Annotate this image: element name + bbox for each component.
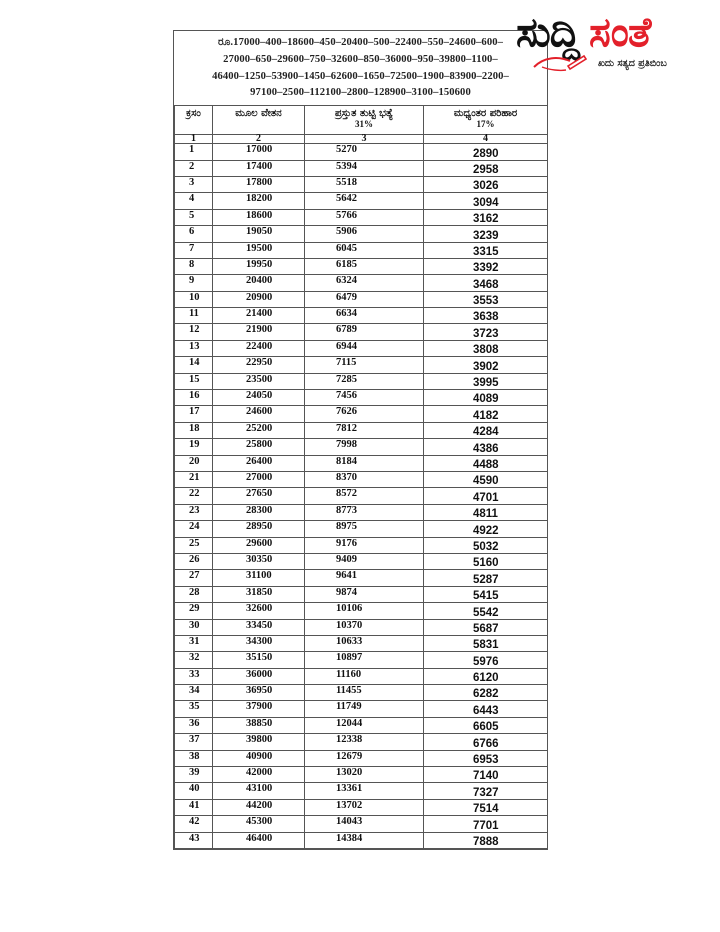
current-da-cell: 6045 [305,242,424,258]
header-interim-relief-label: ಮಧ್ಯಂತರ ಪರಿಹಾರ [453,108,518,120]
current-da-cell: 5518 [305,176,424,192]
current-da-cell: 14384 [305,832,424,848]
serial-cell: 23 [175,504,213,520]
column-number: 3 [305,135,424,144]
serial-cell: 12 [175,324,213,340]
table-row [175,291,548,307]
current-da-cell: 5642 [305,193,424,209]
interim-relief-cell: 4701 [424,488,548,504]
interim-relief-cell: 4922 [424,521,548,537]
interim-relief-cell: 6953 [424,750,548,766]
table-row [175,455,548,471]
pay-scale-line: 46400–1250–53900–1450–62600–1650–72500–1900–83900–2200– [212,70,509,82]
current-da-cell: 9176 [305,537,424,553]
serial-cell: 28 [175,586,213,602]
basic-pay-cell: 37900 [213,701,305,717]
serial-cell: 40 [175,783,213,799]
header-current-da-pct: 31% [355,119,373,130]
basic-pay-cell: 27650 [213,488,305,504]
serial-cell: 13 [175,340,213,356]
serial-cell: 32 [175,652,213,668]
table-row [175,701,548,717]
interim-relief-cell: 3638 [424,308,548,324]
table-row [175,570,548,586]
interim-relief-cell: 2890 [424,144,548,160]
table-row [175,193,548,209]
basic-pay-cell: 45300 [213,816,305,832]
current-da-cell: 7626 [305,406,424,422]
interim-relief-cell: 4089 [424,390,548,406]
interim-relief-cell: 7140 [424,767,548,783]
serial-cell: 3 [175,176,213,192]
interim-relief-cell: 6766 [424,734,548,750]
document-table-frame [173,30,548,850]
serial-cell: 41 [175,799,213,815]
basic-pay-cell: 19500 [213,242,305,258]
table-row [175,324,548,340]
interim-relief-cell: 3553 [424,291,548,307]
pen-icon [530,52,588,74]
interim-relief-cell: 6120 [424,668,548,684]
serial-cell: 19 [175,439,213,455]
interim-relief-cell: 3468 [424,275,548,291]
interim-relief-cell: 7701 [424,816,548,832]
basic-pay-cell: 25800 [213,439,305,455]
basic-pay-cell: 24600 [213,406,305,422]
interim-relief-cell: 6282 [424,685,548,701]
basic-pay-cell: 33450 [213,619,305,635]
table-row [175,472,548,488]
interim-relief-cell: 5415 [424,586,548,602]
serial-cell: 22 [175,488,213,504]
header-serial: ಕ್ರಸಂ [175,106,213,135]
table-row [175,422,548,438]
current-da-cell: 5394 [305,160,424,176]
interim-relief-cell: 3723 [424,324,548,340]
current-da-cell: 6789 [305,324,424,340]
pay-scale-header [174,31,547,105]
serial-cell: 11 [175,308,213,324]
pay-scale-line: 97100–2500–112100–2800–128900–3100–150600 [250,87,471,99]
table-row [175,767,548,783]
current-da-cell: 5270 [305,144,424,160]
current-da-cell: 12044 [305,717,424,733]
table-row [175,816,548,832]
header-current-da-label: ಪ್ರಸ್ತುತ ತುಟ್ಟಿ ಭತ್ಯೆ [334,108,394,120]
column-number-row [175,135,548,144]
table-row [175,390,548,406]
basic-pay-cell: 31100 [213,570,305,586]
column-number: 1 [175,135,213,144]
header-current-da [305,106,424,135]
current-da-cell: 6944 [305,340,424,356]
serial-cell: 38 [175,750,213,766]
current-da-cell: 9874 [305,586,424,602]
basic-pay-cell: 21900 [213,324,305,340]
basic-pay-cell: 28300 [213,504,305,520]
current-da-cell: 7998 [305,439,424,455]
serial-cell: 7 [175,242,213,258]
current-da-cell: 12338 [305,734,424,750]
interim-relief-cell: 3239 [424,226,548,242]
basic-pay-cell: 20400 [213,275,305,291]
table-row [175,635,548,651]
interim-relief-cell: 3094 [424,193,548,209]
serial-cell: 2 [175,160,213,176]
header-basic-pay: ಮೂಲ ವೇತನ [213,106,305,135]
basic-pay-cell: 17800 [213,176,305,192]
table-row [175,504,548,520]
current-da-cell: 6634 [305,308,424,324]
table-row [175,603,548,619]
table-row [175,275,548,291]
interim-relief-cell: 7514 [424,799,548,815]
brand-name-part1: ಸುದ್ದಿ [516,8,580,56]
current-da-cell: 7812 [305,422,424,438]
current-da-cell: 6185 [305,258,424,274]
interim-relief-cell: 2958 [424,160,548,176]
interim-relief-cell: 3392 [424,258,548,274]
interim-relief-cell: 5032 [424,537,548,553]
current-da-cell: 13702 [305,799,424,815]
serial-cell: 43 [175,832,213,848]
basic-pay-cell: 19050 [213,226,305,242]
interim-relief-cell: 4590 [424,472,548,488]
current-da-cell: 11160 [305,668,424,684]
table-row [175,144,548,160]
table-row [175,619,548,635]
serial-cell: 24 [175,521,213,537]
interim-relief-cell: 3995 [424,373,548,389]
current-da-cell: 10897 [305,652,424,668]
current-da-cell: 12679 [305,750,424,766]
current-da-cell: 11749 [305,701,424,717]
interim-relief-cell: 3026 [424,176,548,192]
current-da-cell: 10106 [305,603,424,619]
serial-cell: 26 [175,553,213,569]
basic-pay-cell: 43100 [213,783,305,799]
serial-cell: 5 [175,209,213,225]
current-da-cell: 8184 [305,455,424,471]
interim-relief-cell: 5160 [424,553,548,569]
brand-tagline: ಖದು ಸತ್ಯದ ಪ್ರತಿಬಿಂಬ [598,58,667,69]
interim-relief-cell: 4182 [424,406,548,422]
header-interim-relief [424,106,548,135]
table-row [175,406,548,422]
basic-pay-cell: 22400 [213,340,305,356]
basic-pay-cell: 19950 [213,258,305,274]
interim-relief-cell: 3315 [424,242,548,258]
serial-cell: 37 [175,734,213,750]
interim-relief-cell: 6443 [424,701,548,717]
pay-scale-line: ರೂ.17000–400–18600–450–20400–500–22400–550–24600–600– [217,37,504,48]
table-row [175,340,548,356]
table-row [175,209,548,225]
interim-relief-cell: 3162 [424,209,548,225]
serial-cell: 16 [175,390,213,406]
current-da-cell: 7456 [305,390,424,406]
pay-scale-line: 27000–650–29600–750–32600–850–36000–950–39800–1100– [223,53,498,65]
serial-cell: 42 [175,816,213,832]
table-row [175,652,548,668]
serial-cell: 35 [175,701,213,717]
basic-pay-cell: 26400 [213,455,305,471]
interim-relief-cell: 5287 [424,570,548,586]
table-body [175,144,548,849]
table-row [175,799,548,815]
current-da-cell: 8572 [305,488,424,504]
table-row [175,750,548,766]
masthead [510,8,720,80]
basic-pay-cell: 23500 [213,373,305,389]
current-da-cell: 7115 [305,357,424,373]
serial-cell: 29 [175,603,213,619]
current-da-cell: 8975 [305,521,424,537]
basic-pay-cell: 36000 [213,668,305,684]
basic-pay-cell: 34300 [213,635,305,651]
serial-cell: 21 [175,472,213,488]
current-da-cell: 9409 [305,553,424,569]
interim-relief-cell: 7888 [424,832,548,848]
current-da-cell: 6479 [305,291,424,307]
table-row [175,488,548,504]
table-row [175,176,548,192]
serial-cell: 25 [175,537,213,553]
table-row [175,226,548,242]
interim-relief-cell: 4488 [424,455,548,471]
basic-pay-cell: 28950 [213,521,305,537]
table-row [175,521,548,537]
serial-cell: 17 [175,406,213,422]
table-row [175,717,548,733]
basic-pay-cell: 17000 [213,144,305,160]
serial-cell: 30 [175,619,213,635]
basic-pay-cell: 32600 [213,603,305,619]
interim-relief-cell: 5831 [424,635,548,651]
table-row [175,832,548,848]
interim-relief-cell: 4284 [424,422,548,438]
serial-cell: 36 [175,717,213,733]
table-row [175,586,548,602]
basic-pay-cell: 22950 [213,357,305,373]
current-da-cell: 7285 [305,373,424,389]
serial-cell: 18 [175,422,213,438]
serial-cell: 8 [175,258,213,274]
current-da-cell: 5766 [305,209,424,225]
current-da-cell: 10370 [305,619,424,635]
table-row [175,734,548,750]
serial-cell: 4 [175,193,213,209]
basic-pay-cell: 44200 [213,799,305,815]
current-da-cell: 14043 [305,816,424,832]
column-number: 2 [213,135,305,144]
brand-title [516,8,650,57]
basic-pay-cell: 17400 [213,160,305,176]
interim-relief-cell: 6605 [424,717,548,733]
header-row [175,106,548,135]
basic-pay-cell: 29600 [213,537,305,553]
interim-relief-cell: 7327 [424,783,548,799]
serial-cell: 14 [175,357,213,373]
table-row [175,685,548,701]
current-da-cell: 8773 [305,504,424,520]
table-row [175,783,548,799]
current-da-cell: 6324 [305,275,424,291]
serial-cell: 39 [175,767,213,783]
table-row [175,373,548,389]
table-row [175,160,548,176]
basic-pay-cell: 35150 [213,652,305,668]
table-row [175,258,548,274]
basic-pay-cell: 18600 [213,209,305,225]
interim-relief-cell: 5976 [424,652,548,668]
current-da-cell: 11455 [305,685,424,701]
basic-pay-cell: 40900 [213,750,305,766]
table-row [175,357,548,373]
serial-cell: 10 [175,291,213,307]
basic-pay-cell: 18200 [213,193,305,209]
interim-relief-cell: 5542 [424,603,548,619]
basic-pay-cell: 36950 [213,685,305,701]
current-da-cell: 13361 [305,783,424,799]
table-row [175,439,548,455]
basic-pay-cell: 38850 [213,717,305,733]
basic-pay-cell: 21400 [213,308,305,324]
current-da-cell: 5906 [305,226,424,242]
basic-pay-cell: 20900 [213,291,305,307]
serial-cell: 20 [175,455,213,471]
serial-cell: 6 [175,226,213,242]
interim-relief-cell: 4811 [424,504,548,520]
interim-relief-cell: 3902 [424,357,548,373]
brand-name-part2: ಸಂತೆ [589,8,651,56]
serial-cell: 34 [175,685,213,701]
table-row [175,308,548,324]
basic-pay-cell: 30350 [213,553,305,569]
serial-cell: 31 [175,635,213,651]
interim-relief-cell: 5687 [424,619,548,635]
interim-relief-cell: 4386 [424,439,548,455]
basic-pay-cell: 39800 [213,734,305,750]
interim-relief-cell: 3808 [424,340,548,356]
table-row [175,668,548,684]
basic-pay-cell: 24050 [213,390,305,406]
basic-pay-cell: 25200 [213,422,305,438]
serial-cell: 15 [175,373,213,389]
serial-cell: 1 [175,144,213,160]
basic-pay-cell: 46400 [213,832,305,848]
basic-pay-cell: 42000 [213,767,305,783]
current-da-cell: 10633 [305,635,424,651]
current-da-cell: 8370 [305,472,424,488]
table-row [175,553,548,569]
serial-cell: 27 [175,570,213,586]
current-da-cell: 9641 [305,570,424,586]
salary-table [174,105,548,849]
current-da-cell: 13020 [305,767,424,783]
basic-pay-cell: 27000 [213,472,305,488]
serial-cell: 9 [175,275,213,291]
basic-pay-cell: 31850 [213,586,305,602]
header-interim-relief-pct: 17% [476,119,495,130]
table-row [175,242,548,258]
serial-cell: 33 [175,668,213,684]
column-number: 4 [424,135,548,144]
table-row [175,537,548,553]
